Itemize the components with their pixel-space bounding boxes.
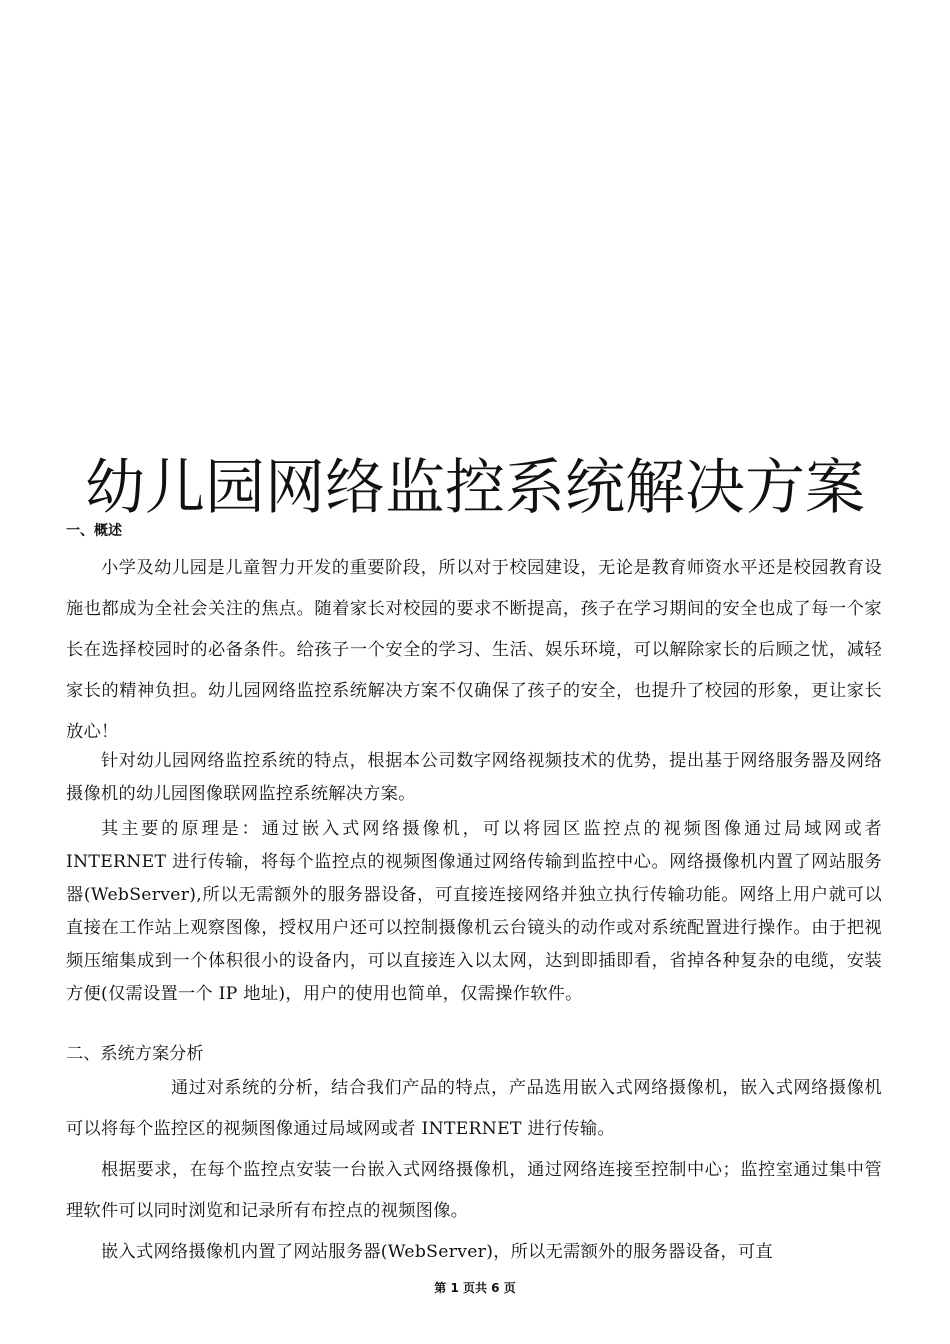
section-heading-overview: 一、概述 (66, 523, 122, 539)
paragraph-principle: 其主要的原理是：通过嵌入式网络摄像机，可以将园区监控点的视频图像通过局域网或者 INTERNET 进行传输，将每个监控点的视频图像通过网络传输到监控中心。网络摄像机内置了网站服务器(WebServer),所以无需额外的服务器设备，可直接连接网络并独立执行传输功能。网络上用户就可以直接在工作站上观察图像，授权用户还可以控制摄像机云台镜头的动作或对系统配置进行操作。由于把视频压缩集成到一个体积很小的设备内，可以直接连入以太网，达到即插即看，省掉各种复杂的电缆，安装方便(仅需设置一个 IP 地址)，用户的使用也简单，仅需操作软件。 (66, 819, 882, 1004)
paragraph-analysis: 通过对系统的分析，结合我们产品的特点，产品选用嵌入式网络摄像机，嵌入式网络摄像机可以将每个监控区的视频图像通过局域网或者 INTERNET 进行传输。 (66, 1078, 882, 1139)
paragraph-intro: 小学及幼儿园是儿童智力开发的重要阶段，所以对于校园建设，无论是教育师资水平还是校园教育设施也都成为全社会关注的焦点。随着家长对校园的要求不断提高，孩子在学习期间的安全也成了每一个家长在选择校园时的必备条件。给孩子一个安全的学习、生活、娱乐环境，可以解除家长的后顾之忧，减轻家长的精神负担。幼儿园网络监控系统解决方案不仅确保了孩子的安全，也提升了校园的形象，更让家长放心！ (66, 558, 882, 742)
paragraph-webserver: 嵌入式网络摄像机内置了网站服务器(WebServer)，所以无需额外的服务器设备，可直 (101, 1242, 774, 1262)
document-title: 幼儿园网络监控系统解决方案 (85, 453, 865, 523)
paragraph-requirements: 根据要求，在每个监控点安装一台嵌入式网络摄像机，通过网络连接至控制中心；监控室通过集中管理软件可以同时浏览和记录所有布控点的视频图像。 (66, 1160, 882, 1221)
section-heading-analysis: 二、系统方案分析 (66, 1044, 204, 1064)
paragraph-proposal: 针对幼儿园网络监控系统的特点，根据本公司数字网络视频技术的优势，提出基于网络服务器及网络摄像机的幼儿园图像联网监控系统解决方案。 (66, 751, 882, 804)
page-number-footer: 第 1 页共 6 页 (434, 1281, 516, 1295)
